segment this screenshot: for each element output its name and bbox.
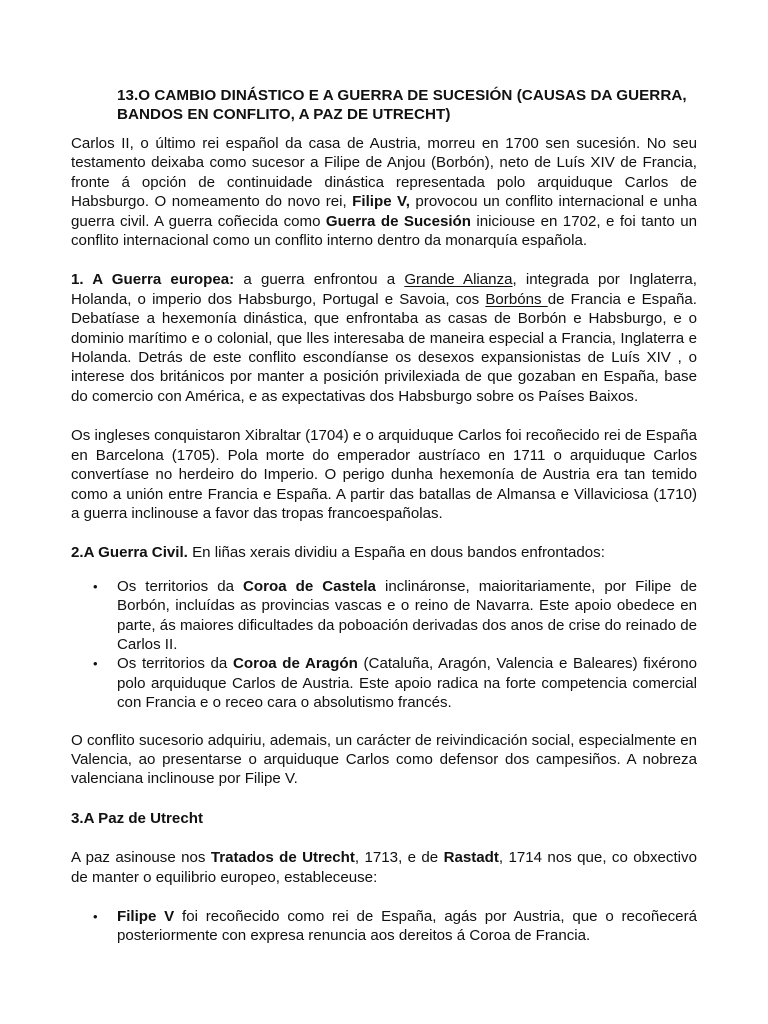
section-1-text-1: a guerra enfrontou a bbox=[234, 271, 405, 289]
castela-text-1: Os territorios da bbox=[117, 577, 244, 595]
list-item bbox=[117, 654, 697, 712]
section-3-text-3: , 1714 nos que, co obxectivo de manter o equilibrio europeo, estableceuse: bbox=[71, 849, 697, 886]
title-line-1: 13.O CAMBIO DINÁSTICO E A GUERRA DE SUCESIÓN (CAUSAS DA GUERRA, bbox=[117, 87, 687, 104]
list-item bbox=[117, 907, 697, 946]
aragon-bold: Coroa de Aragón bbox=[233, 655, 358, 673]
section-3-text-2: , 1713, e de bbox=[354, 849, 444, 867]
aragon-text-1: Os territorios da bbox=[117, 655, 233, 673]
intro-text-1: Carlos II, o último rei español da casa de Austria, morreu en 1700 sen sucesión. No seu testamento deixaba como sucesor a Filipe de Anjou (Borbón), neto de Luís XIV de Francia, fronte á opción de continuidade dinástica representada polo arquiduque Carlos de Habsburgo. O nomeamento do novo rei, bbox=[71, 135, 697, 211]
underlined-grande-alianza: Grande Alianza bbox=[404, 271, 513, 289]
section-2-text: En liñas xerais dividiu a España en dous bandos enfrontados: bbox=[187, 544, 605, 562]
section-3-list bbox=[71, 907, 697, 946]
intro-text-3: iniciouse en 1702, e foi tanto un conflito internacional como un conflito interno dentro da monarquía española. bbox=[71, 212, 697, 250]
section-2-heading: 2.A Guerra Civil. bbox=[71, 544, 188, 562]
intro-bold-guerra: Guerra de Sucesión bbox=[325, 212, 471, 230]
section-2-paragraph bbox=[71, 543, 697, 562]
section-1-paragraph bbox=[71, 270, 697, 406]
document-title bbox=[117, 86, 697, 124]
conflito-paragraph: O conflito sucesorio adquiriu, ademais, un carácter de reivindicación social, especialmente en Valencia, ao presentarse o arquiduque Carlos como defensor dos campesiños. A nobreza valenciana inclinouse por Filipe V. bbox=[71, 731, 697, 788]
castela-bold: Coroa de Castela bbox=[243, 577, 376, 595]
filipe-v-bold: Filipe V bbox=[117, 908, 175, 925]
castela-text-2: inclináronse, maioritariamente, por Filipe de Borbón, incluídas as provincias vascas e o reino de Navarra. Este apoio obedece en parte, ás maiores dificultades da poboación derivadas dos anos de crise do reinado de Carlos II. bbox=[117, 577, 698, 653]
section-3-paragraph bbox=[71, 848, 697, 887]
filipe-v-text: foi recoñecido como rei de España, agás por Austria, que o recoñecerá posteriormente con expresa renuncia aos dereitos á Coroa de Francia. bbox=[117, 908, 697, 945]
ingleses-paragraph: Os ingleses conquistaron Xibraltar (1704) e o arquiduque Carlos foi recoñecido rei de España en Barcelona (1705). Pola morte do emperador austríaco en 1711 o arquiduque Carlos convertíase no herdeiro do Imperio. O perigo dunha hexemonía de Austria era tan temido como a unión entre Francia e España. A partir das batallas de Almansa e Villaviciosa (1710) a guerra inclinouse a favor das tropas francoespañolas. bbox=[71, 427, 697, 522]
rastadt-bold: Rastadt bbox=[443, 849, 499, 867]
aragon-text-2: (Cataluña, Aragón, Valencia e Baleares) fixérono polo arquiduque Carlos de Austria. Este apoio radica na forte competencia comercial con Francia e o receo cara o absolutismo francés. bbox=[117, 655, 697, 712]
section-2-list bbox=[71, 577, 697, 713]
section-1-heading: 1. A Guerra europea: bbox=[71, 271, 235, 289]
intro-text-2: provocou un conflito internacional e unha guerra civil. A guerra coñecida como bbox=[71, 193, 698, 230]
list-item bbox=[117, 577, 697, 655]
section-1-text-2: , integrada por Inglaterra, Holanda, o imperio dos Habsburgo, Portugal e Savoia, cos bbox=[71, 271, 697, 308]
section-3-heading: 3.A Paz de Utrecht bbox=[71, 809, 203, 827]
tratados-utrecht-bold: Tratados de Utrecht bbox=[210, 849, 355, 867]
section-1-text-3: de Francia e España. Debatíase a hexemonía dinástica, que enfrontaba as casas de Borbón e Habsburgo, e o dominio marítimo e o colonial, que lles interesaba de maneira especial a Francia, Inglaterra e Holanda. Detrás de este conflito escondíanse os desexos expansionistas de Luís XIV , o interese dos británicos por manter a posición privilexiada de que gozaban en España, base do comercio con América, e as expectativas dos Habsburgo sobre os Países Baixos. bbox=[71, 290, 697, 405]
intro-paragraph bbox=[71, 134, 697, 250]
title-line-2: BANDOS EN CONFLITO, A PAZ DE UTRECHT) bbox=[117, 106, 451, 123]
section-3-text-1: A paz asinouse nos bbox=[71, 849, 211, 867]
underlined-borbons: Borbóns bbox=[485, 290, 548, 308]
intro-bold-filipe: Filipe V, bbox=[352, 193, 410, 211]
